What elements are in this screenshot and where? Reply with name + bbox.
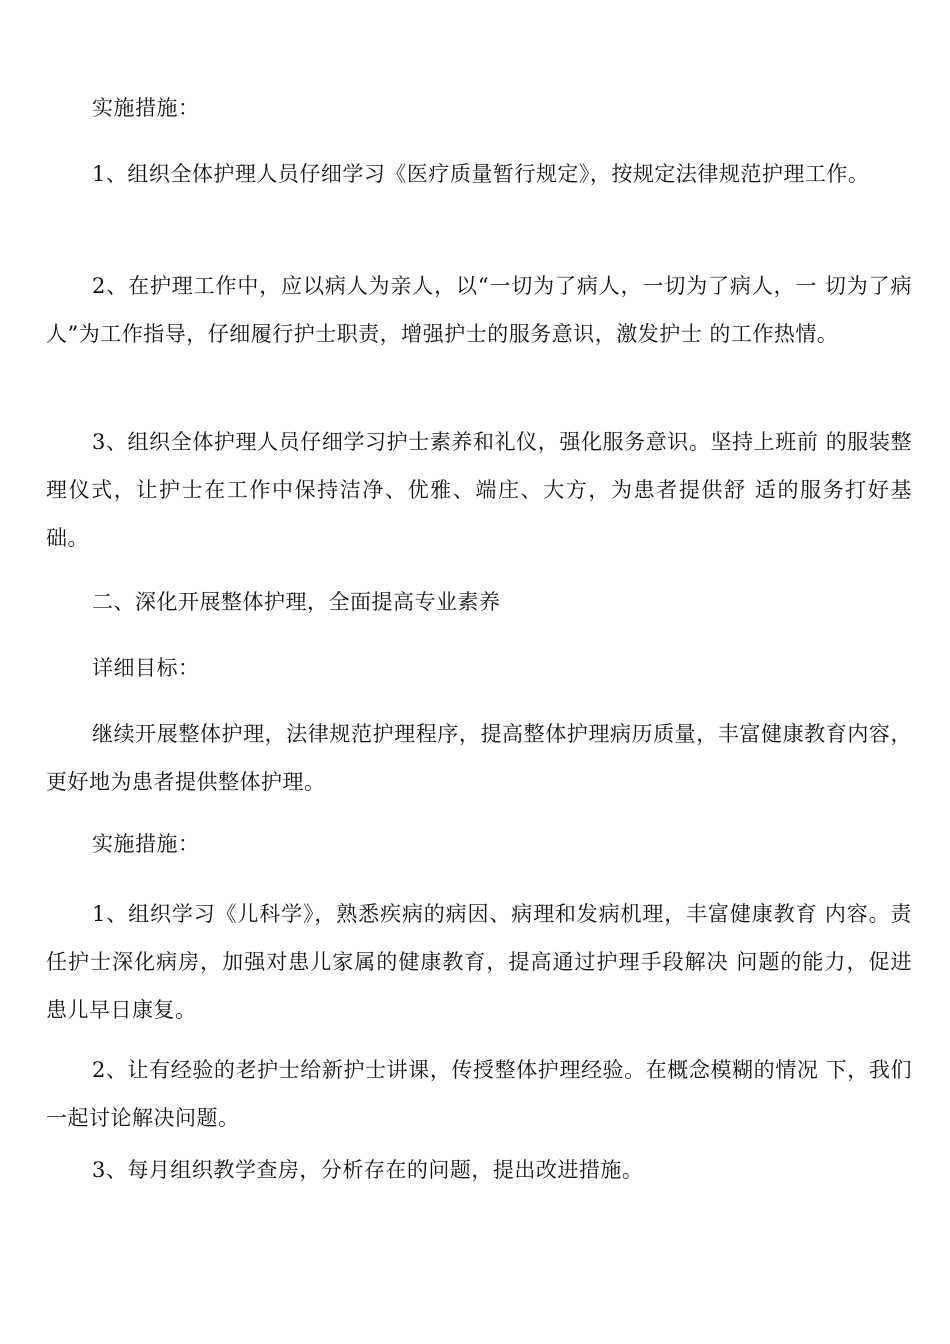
paragraph-implementation-heading-1: 实施措施： xyxy=(92,96,200,120)
paragraph-measure-3: 3、组织全体护理人员仔细学习护士素养和礼仪，强化服务意识。坚持上班前 的服装整理仪式，让护士在工作中保持洁净、优雅、端庄、大方，为患者提供舒 适的服务打好基础。 xyxy=(46,430,912,550)
paragraph-implementation-heading-2: 实施措施： xyxy=(92,832,200,856)
paragraph-target-heading: 详细目标： xyxy=(92,656,200,680)
paragraph-measure-1: 1、组织全体护理人员仔细学习《医疗质量暂行规定》，按规定法律规范护理工作。 xyxy=(92,162,870,186)
paragraph-measure-2: 2、在护理工作中，应以病人为亲人，以“一切为了病人，一切为了病人，一 切为了病人”为工作指导，仔细履行护士职责，增强护士的服务意识，激发护士 的工作热情。 xyxy=(46,274,912,346)
paragraph-target: 继续开展整体护理，法律规范护理程序，提高整体护理病历质量，丰富健康教育内容，更好地为患者提供整体护理。 xyxy=(46,722,912,794)
paragraph-measure-4: 1、组织学习《儿科学》，熟悉疾病的病因、病理和发病机理，丰富健康教育 内容。责任护士深化病房，加强对患儿家属的健康教育，提高通过护理手段解决 问题的能力，促进患儿早日康复。 xyxy=(46,902,912,1022)
paragraph-measure-5: 2、让有经验的老护士给新护士讲课，传授整体护理经验。在概念模糊的情况 下，我们一起讨论解决问题。 xyxy=(46,1058,912,1130)
paragraph-measure-6: 3、每月组织教学查房，分析存在的问题，提出改进措施。 xyxy=(92,1158,644,1182)
section-heading-2: 二、深化开展整体护理，全面提高专业素养 xyxy=(92,590,501,614)
